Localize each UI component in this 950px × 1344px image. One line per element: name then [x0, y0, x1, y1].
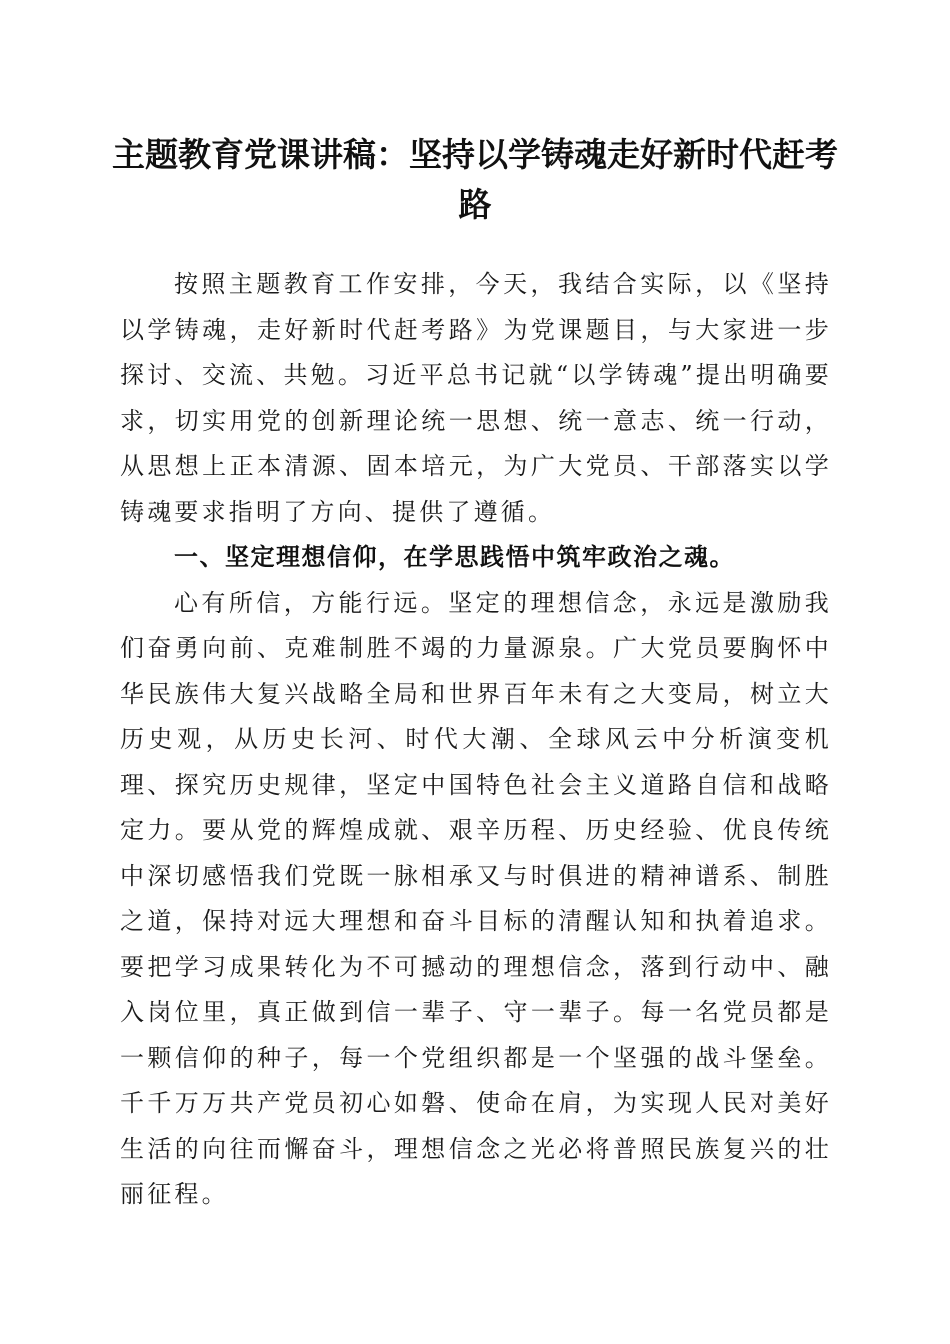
document-title: 主题教育党课讲稿：坚持以学铸魂走好新时代赶考路 [112, 135, 838, 224]
section-heading: 一、坚定理想信仰，在学思践悟中筑牢政治之魂。 [174, 543, 735, 571]
section-paragraph: 心有所信，方能行远。坚定的理想信念，永远是激励我们奋勇向前、克难制胜不竭的力量源泉。广大党员要胸怀中华民族伟大复兴战略全局和世界百年未有之大变局，树立大历史观，从历史长河、时代大潮、全球风云中分析演变机理、探究历史规律，坚定中国特色社会主义道路自信和战略定力。要从党的辉煌成就、艰辛历程、历史经验、优良传统中深切感悟我们党既一脉相承又与时俱进的精神谱系、制胜之道，保持对远大理想和奋斗目标的清醒认知和执着追求。要把学习成果转化为不可撼动的理想信念，落到行动中、融入岗位里，真正做到信一辈子、守一辈子。每一名党员都是一颗信仰的种子，每一个党组织都是一个坚强的战斗堡垒。千千万万共产党员初心如磐、使命在肩，为实现人民对美好生活的向往而懈奋斗，理想信念之光必将普照民族复兴的壮丽征程。 [120, 588, 832, 1208]
intro-paragraph: 按照主题教育工作安排，今天，我结合实际，以《坚持以学铸魂，走好新时代赶考路》为党课题目，与大家进一步探讨、交流、共勉。习近平总书记就“以学铸魂”提出明确要求，切实用党的创新理论统一思想、统一意志、统一行动，从思想上正本清源、固本培元，为广大党员、干部落实以学铸魂要求指明了方向、提供了遵循。 [120, 270, 832, 526]
document-body [120, 262, 832, 1218]
